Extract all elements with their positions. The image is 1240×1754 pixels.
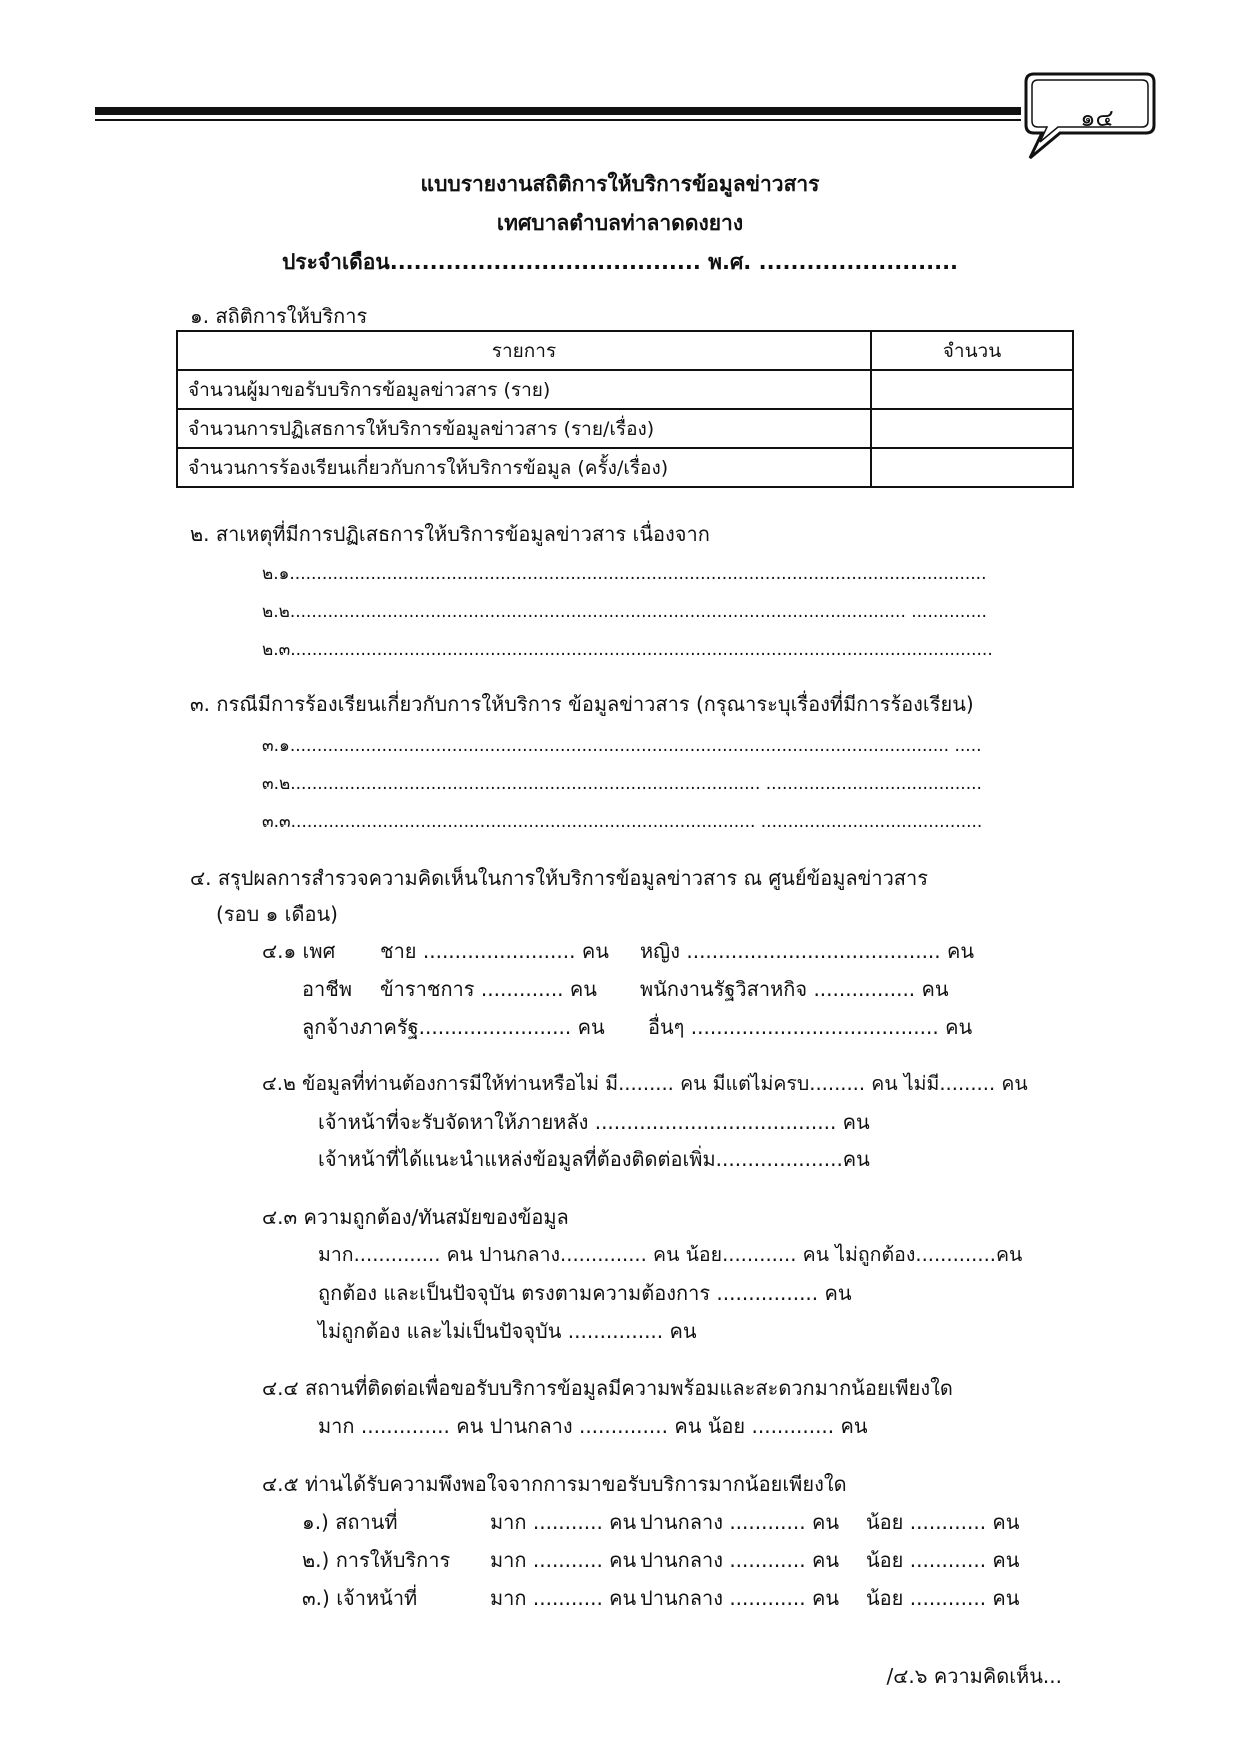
- section2-line[interactable]: ๒.๓..................................................................................................................................: [262, 640, 993, 660]
- s45-heading: ๔.๕ ท่านได้รับความพึงพอใจจากการมาขอรับบริการมากน้อยเพียงใด: [262, 1472, 847, 1496]
- statistics-table: [176, 330, 1074, 488]
- s45-little-field[interactable]: น้อย ............ คน: [866, 1548, 1020, 1572]
- s45-much-field[interactable]: มาก ........... คน: [490, 1586, 637, 1610]
- table-header-row: [177, 331, 1073, 370]
- amount-cell[interactable]: [871, 409, 1073, 448]
- s45-row-label: ๒.) การให้บริการ: [302, 1548, 451, 1572]
- section2-heading: ๒. สาเหตุที่มีการปฏิเสธการให้บริการข้อมูลข่าวสาร เนื่องจาก: [190, 522, 710, 546]
- month-year-line: ประจำเดือน....................................... พ.ศ. .........................: [281, 250, 959, 274]
- s43-line[interactable]: มาก.............. คน ปานกลาง.............. คน น้อย............ คน ไม่ถูกต้อง.............คน: [318, 1243, 1023, 1266]
- s45-row-label: ๓.) เจ้าหน้าที่: [302, 1586, 418, 1610]
- s45-row-label: ๑.) สถานที่: [302, 1510, 398, 1534]
- table-row: [177, 409, 1073, 448]
- s44-heading: ๔.๔ สถานที่ติดต่อเพื่อขอรับบริการข้อมูลมีความพร้อมและสะดวกมากน้อยเพียงใด: [262, 1376, 953, 1400]
- section4-heading: ๔. สรุปผลการสำรวจความคิดเห็นในการให้บริการข้อมูลข่าวสาร ณ ศูนย์ข้อมูลข่าวสาร: [190, 866, 928, 890]
- amount-cell[interactable]: [871, 448, 1073, 487]
- header-rule-thin: [95, 119, 1021, 121]
- s45-little-field[interactable]: น้อย ............ คน: [866, 1510, 1020, 1534]
- s41-male-field[interactable]: ชาย ........................ คน: [380, 939, 609, 963]
- section3-line[interactable]: ๓.๑.......................................................................................................................... .....: [262, 736, 982, 756]
- s45-much-field[interactable]: มาก ........... คน: [490, 1548, 637, 1572]
- s41-civil-servant-field[interactable]: ข้าราชการ ............. คน: [380, 977, 597, 1001]
- column-header-amount: จำนวน: [871, 331, 1073, 370]
- row-label: จำนวนการร้องเรียนเกี่ยวกับการให้บริการข้อมูล (ครั้ง/เรื่อง): [177, 448, 871, 487]
- page-number: ๑๔: [1080, 104, 1114, 132]
- row-label: จำนวนการปฏิเสธการให้บริการข้อมูลข่าวสาร (ราย/เรื่อง): [177, 409, 871, 448]
- s45-mid-field[interactable]: ปานกลาง ............ คน: [640, 1510, 840, 1534]
- section2-line[interactable]: ๒.๒.................................................................................................................. ..............: [262, 602, 987, 622]
- s42-line[interactable]: เจ้าหน้าที่จะรับจัดหาให้ภายหลัง ...................................... คน: [318, 1110, 870, 1134]
- form-title: แบบรายงานสถิติการให้บริการข้อมูลข่าวสาร: [420, 172, 820, 196]
- section3-line[interactable]: ๓.๓...................................................................................... .........................................: [262, 812, 983, 832]
- s41-female-field[interactable]: หญิง ........................................ คน: [640, 939, 975, 963]
- row-label: จำนวนผู้มาขอรับบริการข้อมูลข่าวสาร (ราย): [177, 370, 871, 409]
- section2-line[interactable]: ๒.๑.................................................................................................................................: [262, 564, 987, 584]
- header-rule-thick: [95, 107, 1021, 115]
- section3-line[interactable]: ๓.๒....................................................................................... ........................................: [262, 774, 982, 794]
- s41-occupation-label: อาชีพ: [302, 977, 352, 1001]
- s42-line[interactable]: เจ้าหน้าที่ได้แนะนำแหล่งข้อมูลที่ต้องติดต่อเพิ่ม....................คน: [318, 1147, 870, 1171]
- s45-mid-field[interactable]: ปานกลาง ............ คน: [640, 1548, 840, 1572]
- section4-subheading: (รอบ ๑ เดือน): [216, 902, 338, 926]
- s42-line[interactable]: ๔.๒ ข้อมูลที่ท่านต้องการมีให้ท่านหรือไม่ มี......... คน มีแต่ไม่ครบ......... คน ไม่มี......... คน: [262, 1072, 1028, 1095]
- table-row: [177, 448, 1073, 487]
- s41-gov-employee-field[interactable]: ลูกจ้างภาครัฐ........................ คน: [302, 1015, 605, 1039]
- s44-line[interactable]: มาก .............. คน ปานกลาง .............. คน น้อย ............. คน: [318, 1414, 868, 1438]
- s43-line[interactable]: ถูกต้อง และเป็นปัจจุบัน ตรงตามความต้องการ ................ คน: [318, 1281, 852, 1305]
- s45-much-field[interactable]: มาก ........... คน: [490, 1510, 637, 1534]
- continuation-note: /๔.๖ ความคิดเห็น...: [886, 1664, 1062, 1688]
- section3-heading: ๓. กรณีมีการร้องเรียนเกี่ยวกับการให้บริการ ข้อมูลข่าวสาร (กรุณาระบุเรื่องที่มีการร้องเรียน): [190, 692, 974, 716]
- s41-state-enterprise-field[interactable]: พนักงานรัฐวิสาหกิจ ................ คน: [640, 977, 949, 1001]
- s41-other-field[interactable]: อื่นๆ ....................................... คน: [648, 1015, 973, 1039]
- organization-name: เทศบาลตำบลท่าลาดดงยาง: [496, 211, 744, 235]
- amount-cell[interactable]: [871, 370, 1073, 409]
- s43-heading: ๔.๓ ความถูกต้อง/ทันสมัยของข้อมูล: [262, 1205, 569, 1229]
- table-row: [177, 370, 1073, 409]
- s45-mid-field[interactable]: ปานกลาง ............ คน: [640, 1586, 840, 1610]
- column-header-item: รายการ: [177, 331, 871, 370]
- s43-line[interactable]: ไม่ถูกต้อง และไม่เป็นปัจจุบัน ............... คน: [318, 1319, 697, 1343]
- s41-gender-label: ๔.๑ เพศ: [262, 939, 336, 963]
- section1-heading: ๑. สถิติการให้บริการ: [190, 304, 368, 328]
- s45-little-field[interactable]: น้อย ............ คน: [866, 1586, 1020, 1610]
